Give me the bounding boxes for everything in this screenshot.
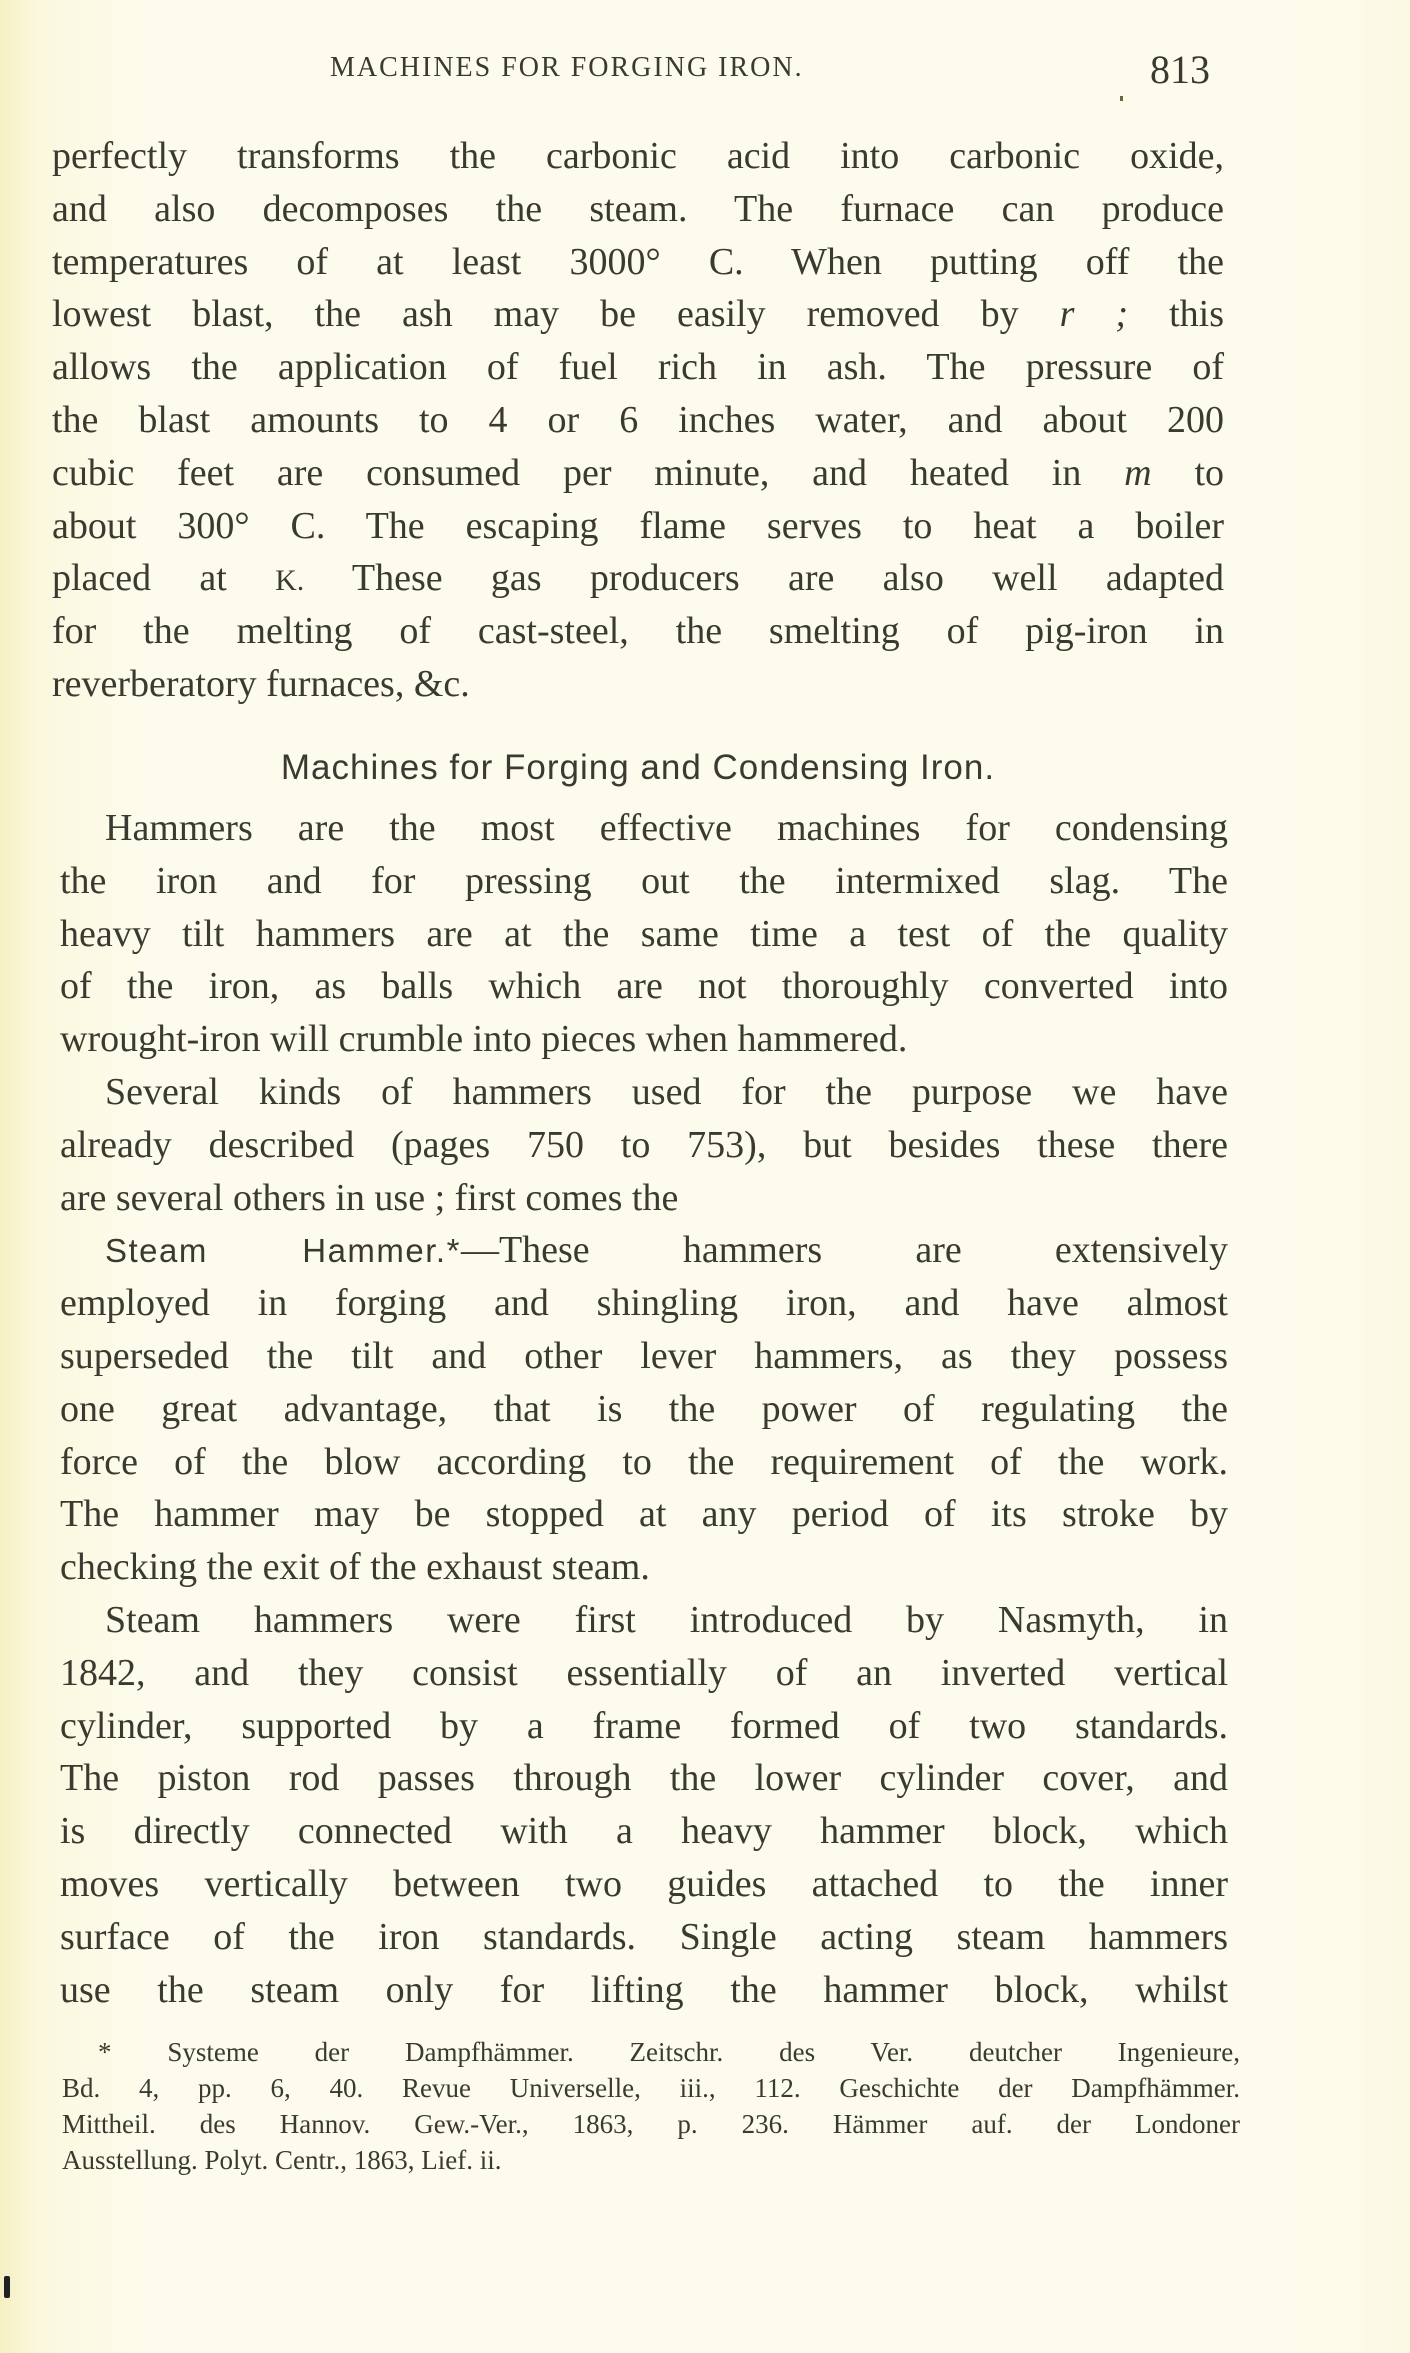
text-run: to [1151,451,1224,494]
text-line [60,1594,1228,1647]
scan-mark [4,2276,10,2298]
text-run: about 300° C. The escaping flame serves to heat a boiler [52,504,1224,547]
text-run: These gas producers are also well adapted [304,557,1224,600]
text-run: perfectly transforms the carbonic acid into carbonic oxide, [52,135,1224,177]
text-run: Hammers are the most effective machines for condensing [105,807,1228,849]
text-run: heavy tilt hammers are at the same time a test of the quality [60,912,1228,955]
speck [1120,96,1123,101]
text-line [52,288,1224,341]
running-header [0,48,1410,92]
italic-letter: m [1124,451,1152,494]
text-run: cubic feet are consumed per minute, and heated in [52,451,1125,494]
text-line [60,1805,1228,1858]
text-line [60,1277,1228,1330]
page-number: 813 [1150,47,1210,92]
text-run: temperatures of at least 3000° C. When putting off the [52,240,1224,283]
text-line [60,1752,1228,1805]
text-line [60,1911,1228,1964]
text-line [60,1119,1228,1172]
text-run: already described (pages 750 to 753), but besides these there [60,1123,1228,1166]
text-line [60,855,1228,908]
footnote-line: Bd. 4, pp. 6, 40. Revue Universelle, iii., 112. Geschichte der Dampfhämmer. [62,2073,1240,2103]
text-run: The hammer may be stopped at any period of its stroke by [60,1493,1228,1536]
text-line [60,1647,1228,1700]
text-line [60,908,1228,961]
text-line [52,658,1224,711]
footnote-line: Mittheil. des Hannov. Gew.-Ver., 1863, p. 236. Hämmer auf. der Londoner [62,2109,1240,2139]
small-caps-letter: K. [275,564,305,598]
text-run: use the steam only for lifting the hammer block, whilst [60,1968,1228,2011]
text-line [52,552,1224,605]
text-run: Several kinds of hammers used for the purpose we have [105,1070,1228,1113]
italic-letter: r ; [1059,293,1129,336]
section-body [60,802,1228,2016]
footnote [62,2034,1240,2178]
text-line [60,1488,1228,1541]
text-line [52,341,1224,394]
text-line [52,605,1224,658]
text-run: the iron and for pressing out the intermixed slag. The [60,859,1228,902]
text-line [60,1172,1228,1225]
section-heading: Machines for Forging and Condensing Iron. [280,748,996,787]
text-line [52,447,1224,500]
text-line [60,1436,1228,1489]
text-line [52,500,1224,553]
text-run: this [1128,293,1224,336]
text-run: are several others in use ; first comes the [60,1176,679,1219]
text-line [52,130,1224,183]
text-run: allows the application of fuel rich in ash. The pressure of [52,346,1224,389]
text-line [60,1858,1228,1911]
text-run: lowest blast, the ash may be easily removed by [52,293,1060,336]
text-line [52,183,1224,236]
text-run: one great advantage, that is the power of regulating the [60,1387,1228,1430]
text-line [60,1700,1228,1753]
text-line [60,1330,1228,1383]
running-title: MACHINES FOR FORGING IRON. [330,52,804,83]
text-run: placed at [52,557,276,600]
text-line [60,1013,1228,1066]
text-line [60,1224,1228,1277]
text-run: is directly connected with a heavy hammer block, which [60,1810,1228,1853]
text-line [60,1066,1228,1119]
text-line [52,236,1224,289]
text-line [60,1383,1228,1436]
text-run: —These hammers are extensively [460,1229,1228,1272]
text-line [60,1964,1228,2017]
text-run: of the iron, as balls which are not thoroughly converted into [60,965,1228,1008]
text-line [60,802,1228,855]
text-run: surface of the iron standards. Single acting steam hammers [60,1915,1228,1958]
text-run: checking the exit of the exhaust steam. [60,1546,650,1589]
text-run: force of the blow according to the requirement of the work. [60,1440,1228,1483]
run-in-heading: Steam Hammer.* [105,1232,461,1270]
text-run: reverberatory furnaces, &c. [52,662,470,705]
paragraph-gas-producers [52,130,1224,711]
text-line [60,960,1228,1013]
text-run: employed in forging and shingling iron, and have almost [60,1282,1228,1325]
footnote-line: * Systeme der Dampfhämmer. Zeitschr. des Ver. deutcher Ingenieure, [98,2037,1240,2067]
text-run: the blast amounts to 4 or 6 inches water, and about 200 [52,398,1224,441]
text-run: for the melting of cast-steel, the smelting of pig-iron in [52,610,1224,653]
text-line [52,394,1224,447]
text-run: Steam hammers were first introduced by Nasmyth, in [105,1598,1228,1641]
text-run: cylinder, supported by a frame formed of two standards. [60,1704,1228,1747]
text-run: moves vertically between two guides attached to the inner [60,1862,1228,1905]
text-run: wrought-iron will crumble into pieces when hammered. [60,1018,908,1061]
text-run: The piston rod passes through the lower cylinder cover, and [60,1757,1228,1800]
footnote-line: Ausstellung. Polyt. Centr., 1863, Lief. ii. [62,2145,502,2175]
text-run: superseded the tilt and other lever hammers, as they possess [60,1334,1228,1377]
text-line [60,1541,1228,1594]
text-run: 1842, and they consist essentially of an inverted vertical [60,1651,1228,1694]
text-run: and also decomposes the steam. The furnace can produce [52,187,1224,230]
